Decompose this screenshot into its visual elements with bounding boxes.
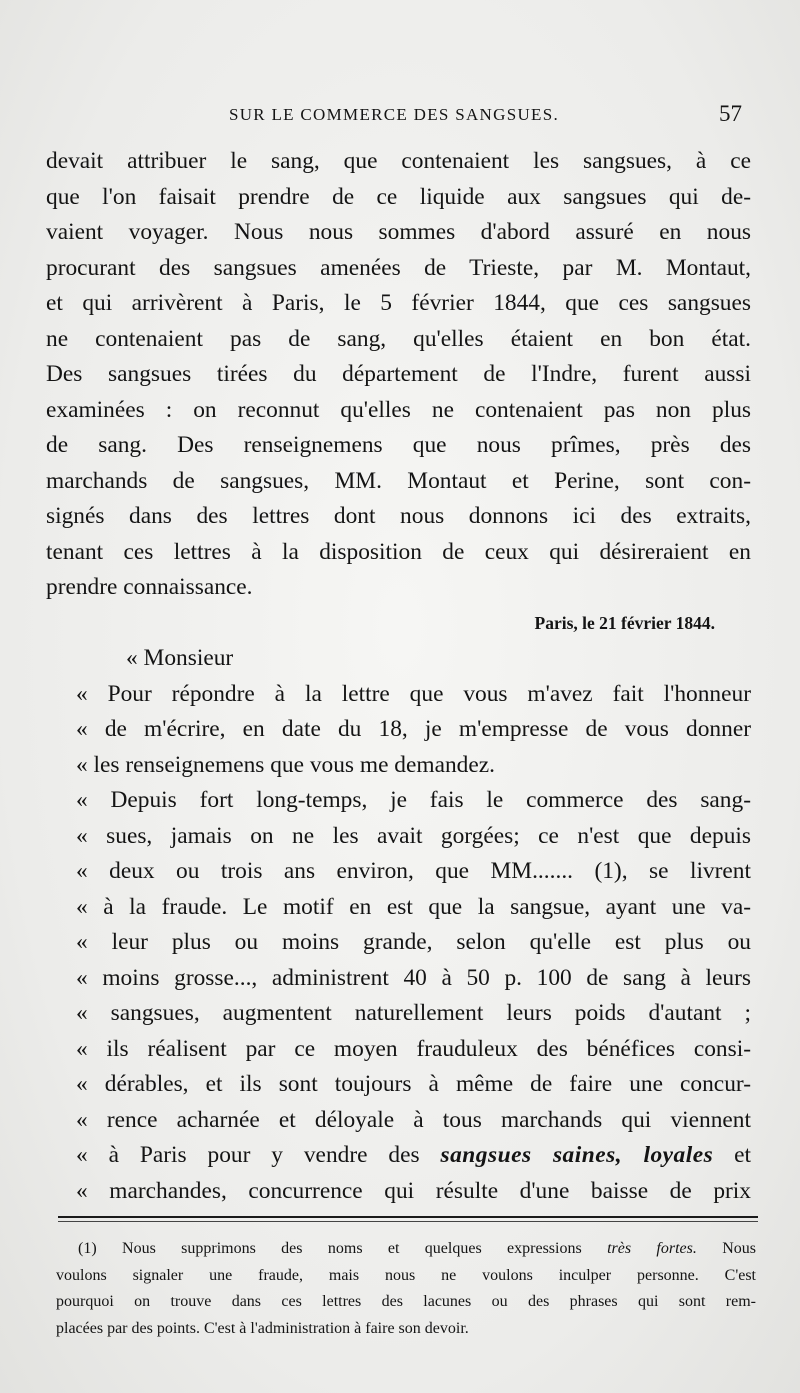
footnote-text: Nous bbox=[696, 1240, 757, 1257]
quote-line: « les renseignemens que vous me demandez. bbox=[76, 751, 495, 778]
text-line: procurant des sangsues amenées de Trieste, par M. Montaut, bbox=[46, 254, 751, 281]
text-line: Des sangsues tirées du département de l'Indre, furent aussi bbox=[46, 361, 751, 387]
footnote-text: (1) Nous supprimons des noms et quelques expressions bbox=[78, 1240, 608, 1257]
footnote-line: voulons signaler une fraude, mais nous ne voulons inculper personne. C'est bbox=[56, 1266, 756, 1284]
text-line: marchands de sangsues, MM. Montaut et Perine, sont con- bbox=[46, 467, 751, 494]
text-line: que l'on faisait prendre de ce liquide aux sangsues qui de- bbox=[46, 183, 751, 210]
footnote bbox=[56, 1236, 756, 1342]
text-line: examinées : on reconnut qu'elles ne contenaient pas non plus bbox=[46, 396, 751, 423]
quote-line: « rence acharnée et déloyale à tous marchands qui viennent bbox=[76, 1106, 751, 1133]
text-line: vaient voyager. Nous nous sommes d'abord assuré en nous bbox=[46, 219, 751, 245]
quote-line: « ils réalisent par ce moyen frauduleux des bénéfices consi- bbox=[76, 1035, 751, 1062]
text-line: ne contenaient pas de sang, qu'elles étaient en bon état. bbox=[46, 325, 751, 352]
text-line: tenant ces lettres à la disposition de ceux qui désireraient en bbox=[46, 538, 751, 565]
quote-line: « moins grosse..., administrent 40 à 50 p. 100 de sang à leurs bbox=[76, 964, 751, 991]
page-header bbox=[44, 103, 744, 133]
quote-line-with-emphasis bbox=[46, 1138, 751, 1174]
quote-line: « Depuis fort long-temps, je fais le commerce des sang- bbox=[76, 787, 751, 813]
body-text bbox=[46, 144, 751, 1209]
letter-salutation: « Monsieur bbox=[126, 645, 234, 671]
emphasized-text: sangsues saines, loyales bbox=[440, 1142, 714, 1168]
quote-line: « sangsues, augmentent naturellement leurs poids d'autant ; bbox=[76, 1000, 751, 1026]
letter-dateline: Paris, le 21 février 1844. bbox=[534, 612, 715, 633]
text-line: de sang. Des renseignemens que nous prîmes, près des bbox=[46, 432, 751, 458]
footnote-emphasis: très fortes. bbox=[607, 1240, 697, 1257]
text-line: et qui arrivèrent à Paris, le 5 février 1844, que ces sangsues bbox=[46, 290, 751, 316]
quote-line: « de m'écrire, en date du 18, je m'empresse de vous donner bbox=[76, 716, 751, 742]
text-line: prendre connaissance. bbox=[46, 574, 253, 600]
quote-line: « marchandes, concurrence qui résulte d'une baisse de prix bbox=[76, 1177, 751, 1204]
running-title: SUR LE COMMERCE DES SANGSUES. bbox=[228, 105, 560, 124]
quote-line: « dérables, et ils sont toujours à même de faire une concur- bbox=[76, 1071, 751, 1097]
footnote-line: pourquoi on trouve dans ces lettres des lacunes ou des phrases qui sont rem- bbox=[56, 1293, 756, 1310]
quote-line: « leur plus ou moins grande, selon qu'elle est plus ou bbox=[76, 929, 751, 955]
footnote-line bbox=[56, 1236, 756, 1263]
quote-text: « à Paris pour y vendre des bbox=[76, 1142, 441, 1168]
text-line: devait attribuer le sang, que contenaient les sangsues, à ce bbox=[46, 148, 751, 174]
quote-line: « deux ou trois ans environ, que MM....... (1), se livrent bbox=[76, 858, 751, 884]
text-line: signés dans des lettres dont nous donnons ici des extraits, bbox=[46, 503, 751, 529]
page-number: 57 bbox=[719, 101, 742, 126]
footnote-rule-thin bbox=[58, 1221, 758, 1222]
quote-text: et bbox=[713, 1142, 752, 1168]
quote-line: « à la fraude. Le motif en est que la sangsue, ayant une va- bbox=[76, 893, 751, 920]
footnote-line: placées par des points. C'est à l'administration à faire son devoir. bbox=[56, 1319, 469, 1337]
quote-line: « Pour répondre à la lettre que vous m'avez fait l'honneur bbox=[76, 680, 751, 707]
footnote-rule bbox=[58, 1216, 758, 1218]
quote-line: « sues, jamais on ne les avait gorgées; ce n'est que depuis bbox=[76, 822, 751, 849]
